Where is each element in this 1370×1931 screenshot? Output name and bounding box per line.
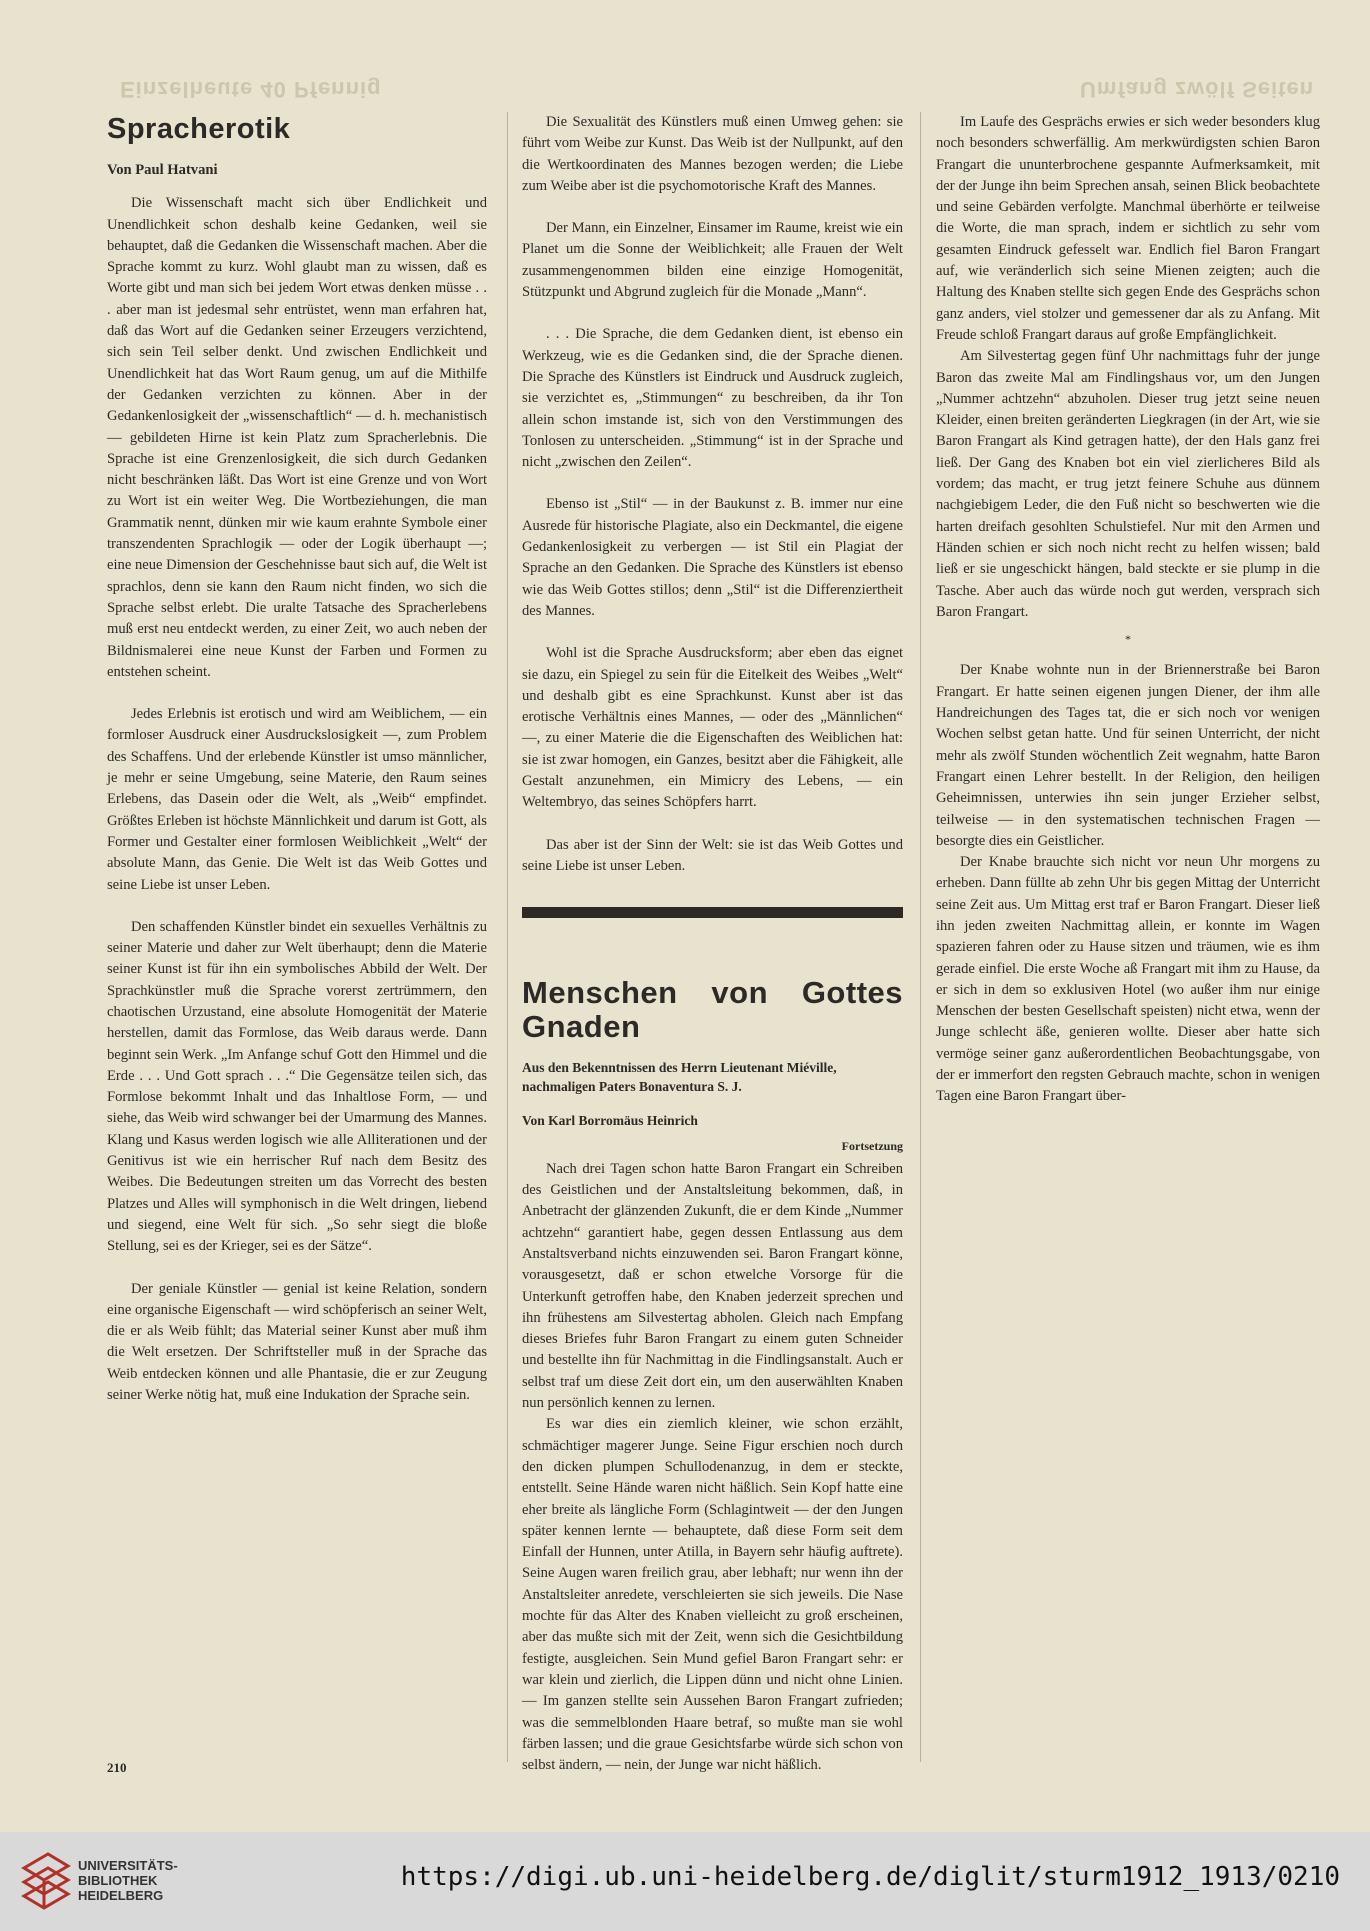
paragraph: Die Sexualität des Künstlers muß einen Umweg gehen: sie führt vom Weibe zur Kunst. Das Weib ist der Nullpunkt, auf den die Wertkoordinaten des Mannes bezogen werden; die Liebe zum Weibe aber ist die psychomotorische Kraft des Mannes. [522,114,903,194]
paragraph: Wohl ist die Sprache Ausdrucksform; aber eben das eignet sie dazu, ein Spiegel zu sein für die Eitelkeit des Weibes „Welt“ und deshalb gibt es eine Sprachkunst. Kunst aber ist das erotische Verhältnis eines Mannes, — oder des „Männlichen“ —, zu einer Materie die die Eigenschaften des Weiblichen hat: sie ist zwar homogen, ein Ganzes, besitzt aber die Fähigkeit, alle Gestalt anzunehmen, ein Mimicry des Lebens, — ein Weltembryo, das seines Schöpfers harrt. [522,645,903,811]
paragraph: Der Mann, ein Einzelner, Einsamer im Raume, kreist wie ein Planet um die Sonne der Weiblichkeit; alle Frauen der Welt zusammengenommen bilden eine einzige Homogenität, Stützpunkt und Abgrund zugleich für die Monade „Mann“. [522,220,903,301]
paragraph: Am Silvestertag gegen fünf Uhr nachmittags fuhr der junge Baron das zweite Mal am Findlingshaus vor, um den Jungen „Nummer achtzehn“ abzuholen. Dieser trug jetzt seine neuen Kleider, einen breiten geränderten Liegkragen (in der Art, wie sie Baron Frangart als Kind getragen hatte), der den Hals ganz frei ließ. Der Gang des Knaben bot ein viel zierlicheres Bild als vordem; das macht, er trug jetzt feinere Schuhe aus dünnem nachgiebigem Leder, die den Fuß nicht so beschwerten wie die harten dreifach gesohlten Schulstiefel. Nur mit den Armen und Händen schien er sich noch nicht recht zu helfen wissen; bald ließ er sie ungeschickt hängen, bald steckte er sie plump in die Tasche. Aber auch das würde noch gut werden, versprach sich Baron Frangart. [936,348,1320,620]
article-author: Von Paul Hatvani [107,162,218,178]
paragraph: Im Laufe des Gesprächs erwies er sich weder besonders klug noch besonders schwerfällig. Am merkwürdigsten schien Baron Frangart die ununterbrochene gespannte Aufmerksamkeit, mit der der Junge ihn beim Sprechen ansah, seinen Blick beobachtete und seine Gebärden verfolgte. Manchmal überhörte er teilweise die Worte, die man sprach, indem er sichtlich zu sehr vom gesamten Eindruck gefesselt war. Endlich fiel Baron Frangart auf, wie veränderlich sich seine Mienen zeigten; auch die Haltung des Knaben stellte sich gegen Ende des Gesprächs schon ganz anders, viel stolzer und gemessener dar als zu Anfang. Mit Freude schloß Frangart daraus auf große Empfänglichkeit. [936,114,1320,343]
logo-line: BIBLIOTHEK [78,1873,158,1888]
article-subtitle: Aus den Bekenntnissen des Herrn Lieutenant Miéville, nachmaligen Paters Bonaventura S. J. [522,1060,837,1095]
column-right [936,112,1320,1108]
article-author: Von Karl Borromäus Heinrich [522,1113,698,1129]
paragraph: Der geniale Künstler — genial ist keine Relation, sondern eine organische Eigenschaft — wird schöpferisch an seiner Welt, die er als Weib fühlt; das Material seiner Kunst aber muß ihm die Welt ersetzen. Der Schriftsteller muß in der Sprache das Weib entdecken können und alle Phantasie, die er zur Zeugung seiner Werke nötig hat, muß eine Indukation der Sprache sein. [107,1280,487,1404]
paragraph: . . . Die Sprache, die dem Gedanken dient, ist ebenso ein Werkzeug, wie es die Gedanken sind, die der Sprache dienen. Die Sprache des Künstlers ist Eindruck und Ausdruck zugleich, sie verzichtet es, „Stimmungen“ zu beschreiben, da ihr Ton allein schon imstande ist, sich von den Verstimmungen des Tonlosen zu unterscheiden. „Stimmung“ ist in der Sprache und nicht „zwischen den Zeilen“. [522,326,903,471]
paragraph: Der Knabe wohnte nun in der Briennerstraße bei Baron Frangart. Er hatte seinen eigenen jungen Diener, der ihm alle Handreichungen des Tages tat, die er sich noch vor wenigen Wochen selbst getan hatte. Und für seinen Unterricht, der nicht mehr als zwölf Stunden wöchentlich Zeit wegnahm, hatte Baron Frangart einen Lehrer bestellt. In der Religion, den heiligen Geheimnissen, unterwies ihn sein junger Erzieher selbst, teilweise — in den systematischen technischen Fragen — besorgte dies ein Geistlicher. [936,662,1320,849]
bleed-through-text-right: Umfang zwölf Seiten [1080,77,1315,102]
column-left [107,112,487,1406]
article-title: Spracherotik [107,113,291,145]
paragraph: Den schaffenden Künstler bindet ein sexuelles Verhältnis zu seiner Materie und daher zur Welt überhaupt; denn die Materie seiner Kunst ist für ihn ein symbolisches Abbild der Welt. Der Sprachkünstler muß die Sprache vorerst zertrümmern, den chaotischen Urzustand, eine absolute Homogenität der Materie herstellen, damit das Formlose, das Weib daraus werde. Dann beginnt sein Werk. „Im Anfange schuf Gott den Himmel und die Erde . . . Und Gott sprach . . .“ Die Gegensätze teilen sich, das Formlose bekommt Inhalt und das Inhaltlose Form, — und siehe, das Weib wird schwanger bei der Umarmung des Mannes. Klang und Kasus werden logisch wie alle Alliterationen und der Genitivus ist wie ein herrischer Ruf nach dem Besitz des Weibes. Die Bedeutungen streiten um das Vorrecht des besten Platzes und Alles will symphonisch in die Welt dringen, liebend und siegend, eine Welt für sich. „So sehr siegt die bloße Stellung, sei es der Krieger, sei es der Sätze“. [107,918,487,1255]
continuation-label: Fortsetzung [841,1138,903,1153]
paragraph: Es war dies ein ziemlich kleiner, wie schon erzählt, schmächtiger magerer Junge. Seine Figur erschien noch durch den dicken plumpen Schullodenanzug, in dem er steckte, entstellt. Seine Hände waren nicht häßlich. Sein Kopf hatte eine eher breite als längliche Form (Schlagintweit — der den Jungen später kennen lernte — behauptete, daß diese Form seit dem Einfall der Hunnen, unter Atilla, in Bayern sehr häufig auftrete). Seine Augen waren freilich grau, aber lebhaft; nur wenn ihn der Anstaltsleiter anredete, verschleierten sie sich jeweils. Die Nase mochte für das Alter des Knaben vielleicht zu groß erscheinen, aber das mußte sich mit der Zeit, wenn sich die Gesichtbildung festigte, ausgleichen. Sein Mund gefiel Baron Frangart sehr: er war klein und zierlich, die Lippen dünn und nicht ohne Linien. — Im ganzen stellte sein Aussehen Baron Frangart zufrieden; was die semmelblonden Haare betraf, so mußte man sie wohl färben lassen; und die graue Gesichtsfarbe würde sich schon von selbst ändern, — nein, der Junge war nicht häßlich. [522,1416,903,1774]
logo-line: HEIDELBERG [78,1888,164,1903]
library-logo-text [78,1858,178,1903]
column-divider [920,112,921,1762]
paragraph: Der Knabe brauchte sich nicht vor neun Uhr morgens zu erheben. Dann füllte ab zehn Uhr bis gegen Mittag der Unterricht seine Zeit aus. Um Mittag erst traf er Baron Frangart. Dieser ließ ihn jeden zweiten Nachmittag allein, er konnte im Wagen spazieren fahren oder zu Hause sitzen und träumen, wie es ihm gerade einfiel. Die erste Woche aß Frangart mit ihm zu Hause, da er sich in dem so exklusiven Hotel (wo außer ihm nur einige Menschen der besten Gesellschaft speisten) nicht etwa, wenn der Junge schlecht äße, genieren wollte. Dieser aber hatte sich vermöge seiner ganz außerordentlichen Beobachtungsgabe, von der er immerfort den regsten Gebrauch machte, schon in wenigen Tagen eine Baron Frangart über- [936,854,1320,1105]
column-divider [507,112,508,1762]
paragraph: Nach drei Tagen schon hatte Baron Frangart ein Schreiben des Geistlichen und der Anstaltsleitung bekommen, daß, in Anbetracht der glänzenden Zukunft, die er dem Kinde „Nummer achtzehn“ garantiert habe, gegen dessen Entlassung aus dem Anstaltsverband nichts einzuwenden sei. Baron Frangart könne, vorausgesetzt, daß er schon etwelche Vorsorge für die Unterkunft getroffen habe, den Knaben jederzeit sprechen und ihn frühestens am Silvestertag abholen. Gleich nach Empfang dieses Briefes fuhr Baron Frangart zu einem guten Schneider und bestellte ihn für Nachmittag in die Findlingsanstalt. Auch er selbst traf um diese Zeit dort ein, um den auserwählten Knaben nun persönlich kennen zu lernen. [522,1160,903,1412]
page-number: 210 [107,1760,127,1775]
paragraph: Die Wissenschaft macht sich über Endlichkeit und Unendlichkeit schon deshalb keine Gedanken, weil sie behauptet, daß die Gedanken die Wissenschaft machen. Aber die Sprache kommt zu kurz. Wohl glaubt man zu wissen, daß es Worte gibt und man sich bei jedem Wort etwas denken müsse . . . aber man ist jedesmal sehr entrüstet, wenn man erfahren hat, daß das Wort auf die Gedanken seiner Erzeugers verzichtend, sich sein Teil selber denkt. Und zwischen Endlichkeit und Unendlichkeit hat das Wort Raum genug, um auf die Mithilfe der Gedanken verzichten zu können. Aber in der Gedankenlosigkeit der „wissenschaftlich“ — d. h. mechanistisch — gebildeten Hirne ist kein Platz zum Spracherlebnis. Die Sprache ist eine Grenzenlosigkeit, die sich durch Gedanken nicht beschränken läßt. Das Wort ist eine Grenze und von Wort zu Wort ist ein weiter Weg. Die Wortbeziehungen, die man Grammatik nennt, dünken mir wie kaum erahnte Symbole einer transzendenten Sprachlogik — oder der Logik überhaupt —; eine neue Dimension der Geschehnisse baut sich auf, die Welt ist sprachlos, denn sie kann den Raum nicht finden, wo sich die Sprache selbst erlebt. Die uralte Tatsache des Spracherlebens muß erst neu entdeckt werden, zu einer Zeit, wo auch neben der Bildnismalerei eine neue Kunst der Farben und Formen zu entstehen scheint. [107,195,487,680]
viewer-footer [0,1832,1370,1931]
article-title: Menschen von Gottes Gnaden [522,975,903,1045]
university-library-logo-icon [18,1848,74,1916]
column-middle [522,112,903,1776]
logo-line: UNIVERSITÄTS- [78,1858,178,1873]
section-asterisk: * [1125,632,1131,647]
document-url-link[interactable]: https://digi.ub.uni-heidelberg.de/diglit/sturm1912_1913/0210 [400,1862,1340,1892]
section-divider-bar [522,907,903,918]
paragraph: Das aber ist der Sinn der Welt: sie ist das Weib Gottes und seine Liebe ist unser Leben. [522,836,903,874]
paragraph: Jedes Erlebnis ist erotisch und wird am Weiblichem, — ein formloser Ausdruck einer Ausdruckslosigkeit —, zum Problem des Schaffens. Und der erlebende Künstler ist umso männlicher, je mehr er seine Umgebung, seine Materie, den Raum seines Erlebens, das Dasein oder die Welt, als „Weib“ empfindet. Größtes Erleben ist höchste Männlichkeit und darum ist Gott, als Former und Gestalter einer formlosen Weiblichkeit „Welt“ der absolute Mann, das Genie. Die Welt ist das Weib Gottes und seine Liebe ist unser Leben. [107,706,487,893]
paragraph: Ebenso ist „Stil“ — in der Baukunst z. B. immer nur eine Ausrede für historische Plagiate, also ein Deckmantel, die eigene Gedankenlosigkeit zu verbergen — ist Stil ein Plagiat der Sprache an den Gedanken. Die Sprache des Künstlers ist ebenso wie das Weib Gottes stillos; denn „Stil“ ist die Differenziertheit des Mannes. [522,496,903,619]
bleed-through-text-left: Einzelheute 40 Pfennig [120,77,382,102]
